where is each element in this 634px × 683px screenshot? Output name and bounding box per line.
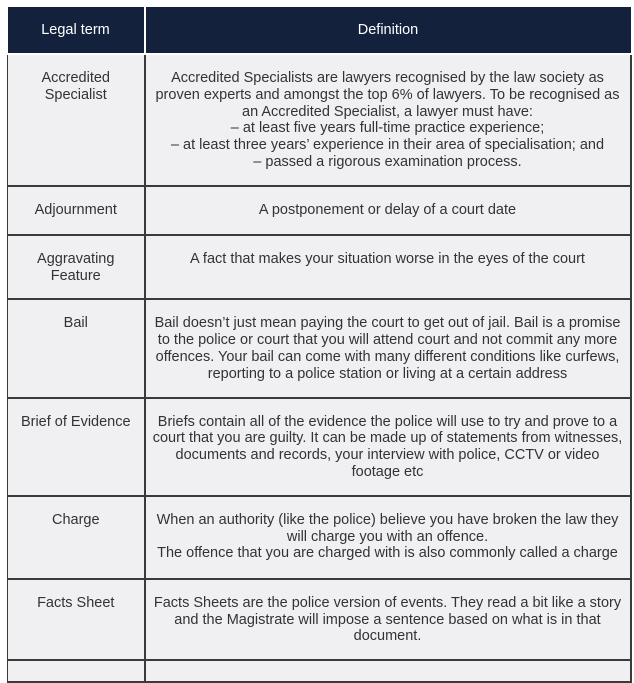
table-row [8, 579, 631, 660]
definition-line: proven experts and amongst the top 6% of lawyers. To be recognised as [155, 86, 620, 103]
term-cell [8, 235, 145, 300]
definition-line: A postponement or delay of a court date [258, 201, 517, 218]
definition-line: Bail doesn’t just mean paying the court to get out of jail. Bail is a promise to the police or court that you will attend court and not commit any more offences. Your bail can come with many different conditions like curfews, reporting to a police station or living at a certain address [154, 315, 621, 382]
table-row-partial [8, 660, 631, 682]
term-text: Bail [63, 315, 88, 332]
term-cell [8, 660, 145, 682]
table-header [8, 7, 631, 54]
term-cell [8, 299, 145, 397]
definition-cell [145, 235, 631, 300]
definition-line: – at least five years full-time practice experience; [230, 120, 545, 137]
glossary-table-container [7, 7, 630, 683]
term-text: Accredited Specialist [41, 70, 110, 103]
table-row [8, 398, 631, 496]
legal-terms-table [7, 7, 632, 683]
definition-line: When an authority (like the police) believe you have broken the law they will charge you with an offence. [156, 511, 619, 545]
definition-line: A fact that makes your situation worse in the eyes of the court [190, 250, 585, 267]
table-body [8, 54, 631, 682]
column-header-definition: Definition [145, 7, 631, 54]
definition-line: – at least three years’ experience in their area of specialisation; and [170, 137, 605, 154]
table-row [8, 54, 631, 186]
definition-line: Facts Sheets are the police version of events. They read a bit like a story and the Magistrate will impose a sentence based on what is in that document. [153, 594, 622, 645]
definition-cell [145, 299, 631, 397]
term-cell [8, 496, 145, 579]
term-text: Adjournment [34, 201, 117, 218]
header-row [8, 7, 631, 54]
term-cell [8, 54, 145, 186]
definition-cell [145, 496, 631, 579]
term-cell [8, 186, 145, 235]
table-row [8, 496, 631, 579]
definition-line: The offence that you are charged with is also commonly called a charge [157, 545, 618, 562]
column-header-legal-term: Legal term [8, 7, 145, 54]
definition-cell [145, 54, 631, 186]
term-text: Aggravating Feature [37, 250, 115, 284]
definition-cell [145, 660, 631, 682]
definition-cell [145, 398, 631, 496]
term-text: Facts Sheet [37, 594, 115, 611]
table-row [8, 186, 631, 235]
term-text: Charge [51, 511, 100, 528]
table-row [8, 235, 631, 300]
definition-cell [145, 186, 631, 235]
term-cell [8, 398, 145, 496]
definition-line: Accredited Specialists are lawyers recognised by the law society as [171, 70, 604, 86]
term-text: Brief of Evidence [20, 413, 131, 430]
definition-line: Briefs contain all of the evidence the police will use to try and prove to a court that you are guilty. It can be made up of statements from witnesses, documents and records, your interview with police, CCTV or video footage etc [152, 413, 623, 480]
term-cell [8, 579, 145, 660]
definition-cell [145, 579, 631, 660]
table-row [8, 299, 631, 397]
definition-line: an Accredited Specialist, a lawyer must have: [242, 103, 533, 120]
definition-line: – passed a rigorous examination process. [253, 153, 522, 170]
